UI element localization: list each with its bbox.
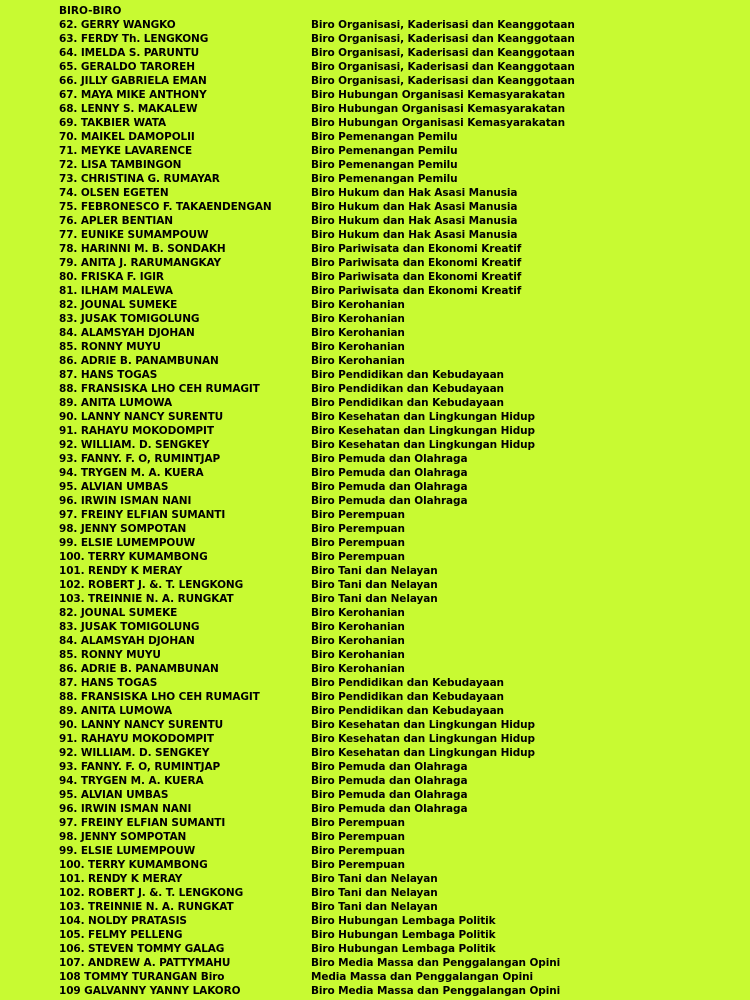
- member-name: 62. GERRY WANGKO: [59, 19, 176, 31]
- member-biro: Biro Tani dan Nelayan: [311, 873, 438, 885]
- list-item: [0, 550, 750, 564]
- list-item: [0, 508, 750, 522]
- member-biro: Biro Pariwisata dan Ekonomi Kreatif: [311, 257, 522, 269]
- list-item: [0, 46, 750, 60]
- member-name: 101. RENDY K MERAY: [59, 873, 183, 885]
- member-biro: Biro Pendidikan dan Kebudayaan: [311, 677, 504, 689]
- list-item: [0, 382, 750, 396]
- member-name: 92. WILLIAM. D. SENGKEY: [59, 439, 210, 451]
- member-biro: Biro Media Massa dan Penggalangan Opini: [311, 957, 561, 969]
- member-biro: Biro Perempuan: [311, 509, 405, 521]
- list-item: [0, 298, 750, 312]
- list-item: [0, 928, 750, 942]
- member-name: 64. IMELDA S. PARUNTU: [59, 47, 200, 59]
- member-name: 108 TOMMY TURANGAN Biro: [59, 971, 225, 983]
- member-name: 94. TRYGEN M. A. KUERA: [59, 775, 204, 787]
- member-biro: Biro Perempuan: [311, 817, 405, 829]
- member-name: 76. APLER BENTIAN: [59, 215, 173, 227]
- member-name: 109 GALVANNY YANNY LAKORO: [59, 985, 241, 997]
- list-item: [0, 172, 750, 186]
- member-biro: Biro Kerohanian: [311, 327, 405, 339]
- list-item: [0, 802, 750, 816]
- member-biro: Biro Kesehatan dan Lingkungan Hidup: [311, 733, 535, 745]
- member-biro: Biro Kesehatan dan Lingkungan Hidup: [311, 425, 535, 437]
- member-biro: Biro Kesehatan dan Lingkungan Hidup: [311, 747, 535, 759]
- member-name: 69. TAKBIER WATA: [59, 117, 166, 129]
- member-biro: Biro Pemuda dan Olahraga: [311, 761, 468, 773]
- list-item: [0, 186, 750, 200]
- member-biro: Biro Pemuda dan Olahraga: [311, 453, 468, 465]
- member-name: 84. ALAMSYAH DJOHAN: [59, 635, 195, 647]
- list-item: [0, 984, 750, 998]
- member-biro: Biro Perempuan: [311, 831, 405, 843]
- member-biro: Biro Kesehatan dan Lingkungan Hidup: [311, 439, 535, 451]
- member-name: 73. CHRISTINA G. RUMAYAR: [59, 173, 220, 185]
- member-name: 95. ALVIAN UMBAS: [59, 481, 169, 493]
- member-biro: Biro Perempuan: [311, 859, 405, 871]
- list-item: [0, 228, 750, 242]
- member-name: 89. ANITA LUMOWA: [59, 397, 173, 409]
- list-item: [0, 788, 750, 802]
- list-item: [0, 256, 750, 270]
- member-biro: Biro Pemuda dan Olahraga: [311, 481, 468, 493]
- member-name: 99. ELSIE LUMEMPOUW: [59, 537, 196, 549]
- member-biro: Biro Kerohanian: [311, 663, 405, 675]
- member-biro: Biro Pendidikan dan Kebudayaan: [311, 369, 504, 381]
- list-item: [0, 886, 750, 900]
- member-name: 90. LANNY NANCY SURENTU: [59, 411, 224, 423]
- member-name: 68. LENNY S. MAKALEW: [59, 103, 198, 115]
- list-item: [0, 844, 750, 858]
- member-name: 102. ROBERT J. &. T. LENGKONG: [59, 887, 244, 899]
- list-item: [0, 620, 750, 634]
- member-biro: Biro Kerohanian: [311, 621, 405, 633]
- member-biro: Biro Hubungan Organisasi Kemasyarakatan: [311, 89, 566, 101]
- list-item: [0, 284, 750, 298]
- member-name: 100. TERRY KUMAMBONG: [59, 551, 208, 563]
- list-item: [0, 662, 750, 676]
- member-biro: Biro Hukum dan Hak Asasi Manusia: [311, 187, 518, 199]
- member-name: 90. LANNY NANCY SURENTU: [59, 719, 224, 731]
- member-name: 97. FREINY ELFIAN SUMANTI: [59, 509, 226, 521]
- list-item: [0, 102, 750, 116]
- member-biro: Biro Media Massa dan Penggalangan Opini: [311, 985, 561, 997]
- member-name: 84. ALAMSYAH DJOHAN: [59, 327, 195, 339]
- member-biro: Biro Pemuda dan Olahraga: [311, 775, 468, 787]
- member-biro: Biro Pemuda dan Olahraga: [311, 467, 468, 479]
- member-biro: Biro Kerohanian: [311, 355, 405, 367]
- member-biro: Biro Organisasi, Kaderisasi dan Keanggotaan: [311, 19, 575, 31]
- member-biro: Biro Hubungan Lembaga Politik: [311, 929, 496, 941]
- member-biro: Media Massa dan Penggalangan Opini: [311, 971, 533, 983]
- list-item: [0, 578, 750, 592]
- list-item: [0, 774, 750, 788]
- list-item: [0, 564, 750, 578]
- list-item: [0, 312, 750, 326]
- list-item: [0, 718, 750, 732]
- member-name: 96. IRWIN ISMAN NANI: [59, 495, 192, 507]
- member-name: 72. LISA TAMBINGON: [59, 159, 182, 171]
- member-biro: Biro Tani dan Nelayan: [311, 887, 438, 899]
- member-biro: Biro Perempuan: [311, 845, 405, 857]
- list-item: [0, 452, 750, 466]
- member-name: 91. RAHAYU MOKODOMPIT: [59, 425, 214, 437]
- member-name: 87. HANS TOGAS: [59, 369, 158, 381]
- member-biro: Biro Tani dan Nelayan: [311, 579, 438, 591]
- list-item: [0, 116, 750, 130]
- member-name: 101. RENDY K MERAY: [59, 565, 183, 577]
- list-item: [0, 144, 750, 158]
- member-name: 89. ANITA LUMOWA: [59, 705, 173, 717]
- member-biro: Biro Organisasi, Kaderisasi dan Keanggotaan: [311, 33, 575, 45]
- member-name: 71. MEYKE LAVARENCE: [59, 145, 193, 157]
- member-biro: Biro Organisasi, Kaderisasi dan Keanggotaan: [311, 47, 575, 59]
- list-item: [0, 368, 750, 382]
- list-item: [0, 900, 750, 914]
- member-name: 67. MAYA MIKE ANTHONY: [59, 89, 207, 101]
- member-name: 93. FANNY. F. O, RUMINTJAP: [59, 453, 221, 465]
- list-item: [0, 270, 750, 284]
- list-item: [0, 690, 750, 704]
- section-heading: BIRO-BIRO: [59, 5, 122, 17]
- member-name: 94. TRYGEN M. A. KUERA: [59, 467, 204, 479]
- member-biro: Biro Pemenangan Pemilu: [311, 173, 458, 185]
- list-item: [0, 354, 750, 368]
- list-item: [0, 942, 750, 956]
- member-biro: Biro Pemuda dan Olahraga: [311, 803, 468, 815]
- member-biro: Biro Hubungan Organisasi Kemasyarakatan: [311, 117, 566, 129]
- list-item: [0, 466, 750, 480]
- member-biro: Biro Tani dan Nelayan: [311, 593, 438, 605]
- list-item: [0, 424, 750, 438]
- member-biro: Biro Kerohanian: [311, 299, 405, 311]
- member-name: 86. ADRIE B. PANAMBUNAN: [59, 355, 219, 367]
- member-name: 105. FELMY PELLENG: [59, 929, 183, 941]
- member-biro: Biro Pendidikan dan Kebudayaan: [311, 383, 504, 395]
- member-name: 106. STEVEN TOMMY GALAG: [59, 943, 225, 955]
- member-biro: Biro Hukum dan Hak Asasi Manusia: [311, 215, 518, 227]
- member-biro: Biro Kerohanian: [311, 607, 405, 619]
- list-item: [0, 214, 750, 228]
- member-name: 65. GERALDO TAROREH: [59, 61, 195, 73]
- list-item: [0, 732, 750, 746]
- member-name: 66. JILLY GABRIELA EMAN: [59, 75, 207, 87]
- member-biro: Biro Hukum dan Hak Asasi Manusia: [311, 201, 518, 213]
- member-name: 103. TREINNIE N. A. RUNGKAT: [59, 593, 234, 605]
- member-biro: Biro Pariwisata dan Ekonomi Kreatif: [311, 243, 522, 255]
- member-biro: Biro Kerohanian: [311, 649, 405, 661]
- member-biro: Biro Pariwisata dan Ekonomi Kreatif: [311, 271, 522, 283]
- member-name: 92. WILLIAM. D. SENGKEY: [59, 747, 210, 759]
- list-item: [0, 88, 750, 102]
- member-name: 95. ALVIAN UMBAS: [59, 789, 169, 801]
- list-item: [0, 858, 750, 872]
- member-name: 74. OLSEN EGETEN: [59, 187, 169, 199]
- list-item: [0, 746, 750, 760]
- list-item: [0, 410, 750, 424]
- member-biro: Biro Hukum dan Hak Asasi Manusia: [311, 229, 518, 241]
- list-item: [0, 816, 750, 830]
- member-biro: Biro Kerohanian: [311, 313, 405, 325]
- list-item: [0, 634, 750, 648]
- list-item: [0, 760, 750, 774]
- member-name: 85. RONNY MUYU: [59, 649, 161, 661]
- list-item: [0, 32, 750, 46]
- list-item: [0, 592, 750, 606]
- member-name: 82. JOUNAL SUMEKE: [59, 607, 178, 619]
- member-biro: Biro Pemenangan Pemilu: [311, 159, 458, 171]
- list-item: [0, 830, 750, 844]
- member-name: 91. RAHAYU MOKODOMPIT: [59, 733, 214, 745]
- member-name: 86. ADRIE B. PANAMBUNAN: [59, 663, 219, 675]
- member-biro: Biro Organisasi, Kaderisasi dan Keanggotaan: [311, 75, 575, 87]
- member-name: 77. EUNIKE SUMAMPOUW: [59, 229, 209, 241]
- list-item: [0, 326, 750, 340]
- member-name: 75. FEBRONESCO F. TAKAENDENGAN: [59, 201, 272, 213]
- list-item: [0, 480, 750, 494]
- list-item: [0, 522, 750, 536]
- member-biro: Biro Organisasi, Kaderisasi dan Keanggotaan: [311, 61, 575, 73]
- member-biro: Biro Pemenangan Pemilu: [311, 145, 458, 157]
- member-name: 98. JENNY SOMPOTAN: [59, 523, 187, 535]
- member-biro: Biro Pemuda dan Olahraga: [311, 495, 468, 507]
- member-list: [0, 18, 750, 998]
- member-biro: Biro Kesehatan dan Lingkungan Hidup: [311, 719, 535, 731]
- member-biro: Biro Pendidikan dan Kebudayaan: [311, 705, 504, 717]
- member-name: 103. TREINNIE N. A. RUNGKAT: [59, 901, 234, 913]
- list-item: [0, 130, 750, 144]
- member-name: 85. RONNY MUYU: [59, 341, 161, 353]
- member-biro: Biro Pendidikan dan Kebudayaan: [311, 691, 504, 703]
- member-name: 104. NOLDY PRATASIS: [59, 915, 187, 927]
- member-biro: Biro Hubungan Lembaga Politik: [311, 915, 496, 927]
- member-name: 83. JUSAK TOMIGOLUNG: [59, 313, 200, 325]
- member-biro: Biro Perempuan: [311, 537, 405, 549]
- list-item: [0, 18, 750, 32]
- list-item: [0, 60, 750, 74]
- list-item: [0, 970, 750, 984]
- member-name: 88. FRANSISKA LHO CEH RUMAGIT: [59, 691, 260, 703]
- member-name: 102. ROBERT J. &. T. LENGKONG: [59, 579, 244, 591]
- list-item: [0, 158, 750, 172]
- member-biro: Biro Kesehatan dan Lingkungan Hidup: [311, 411, 535, 423]
- member-name: 70. MAIKEL DAMOPOLII: [59, 131, 195, 143]
- member-name: 97. FREINY ELFIAN SUMANTI: [59, 817, 226, 829]
- list-item: [0, 74, 750, 88]
- list-item: [0, 242, 750, 256]
- member-biro: Biro Pemenangan Pemilu: [311, 131, 458, 143]
- list-item: [0, 536, 750, 550]
- list-item: [0, 396, 750, 410]
- member-biro: Biro Perempuan: [311, 523, 405, 535]
- member-biro: Biro Tani dan Nelayan: [311, 565, 438, 577]
- member-name: 79. ANITA J. RARUMANGKAY: [59, 257, 222, 269]
- list-item: [0, 872, 750, 886]
- list-item: [0, 340, 750, 354]
- member-name: 100. TERRY KUMAMBONG: [59, 859, 208, 871]
- member-biro: Biro Pendidikan dan Kebudayaan: [311, 397, 504, 409]
- member-name: 99. ELSIE LUMEMPOUW: [59, 845, 196, 857]
- member-name: 87. HANS TOGAS: [59, 677, 158, 689]
- list-item: [0, 676, 750, 690]
- member-biro: Biro Pariwisata dan Ekonomi Kreatif: [311, 285, 522, 297]
- member-name: 80. FRISKA F. IGIR: [59, 271, 164, 283]
- list-item: [0, 704, 750, 718]
- member-name: 82. JOUNAL SUMEKE: [59, 299, 178, 311]
- member-name: 63. FERDY Th. LENGKONG: [59, 33, 209, 45]
- member-name: 81. ILHAM MALEWA: [59, 285, 173, 297]
- list-item: [0, 438, 750, 452]
- member-biro: Biro Kerohanian: [311, 341, 405, 353]
- list-item: [0, 956, 750, 970]
- list-item: [0, 494, 750, 508]
- list-item: [0, 606, 750, 620]
- member-biro: Biro Hubungan Lembaga Politik: [311, 943, 496, 955]
- member-biro: Biro Pemuda dan Olahraga: [311, 789, 468, 801]
- list-item: [0, 200, 750, 214]
- member-biro: Biro Kerohanian: [311, 635, 405, 647]
- member-biro: Biro Tani dan Nelayan: [311, 901, 438, 913]
- member-name: 107. ANDREW A. PATTYMAHU: [59, 957, 231, 969]
- list-item: [0, 648, 750, 662]
- list-item: [0, 914, 750, 928]
- member-biro: Biro Hubungan Organisasi Kemasyarakatan: [311, 103, 566, 115]
- member-name: 98. JENNY SOMPOTAN: [59, 831, 187, 843]
- member-name: 78. HARINNI M. B. SONDAKH: [59, 243, 226, 255]
- member-biro: Biro Perempuan: [311, 551, 405, 563]
- member-name: 83. JUSAK TOMIGOLUNG: [59, 621, 200, 633]
- member-name: 96. IRWIN ISMAN NANI: [59, 803, 192, 815]
- member-name: 88. FRANSISKA LHO CEH RUMAGIT: [59, 383, 260, 395]
- member-name: 93. FANNY. F. O, RUMINTJAP: [59, 761, 221, 773]
